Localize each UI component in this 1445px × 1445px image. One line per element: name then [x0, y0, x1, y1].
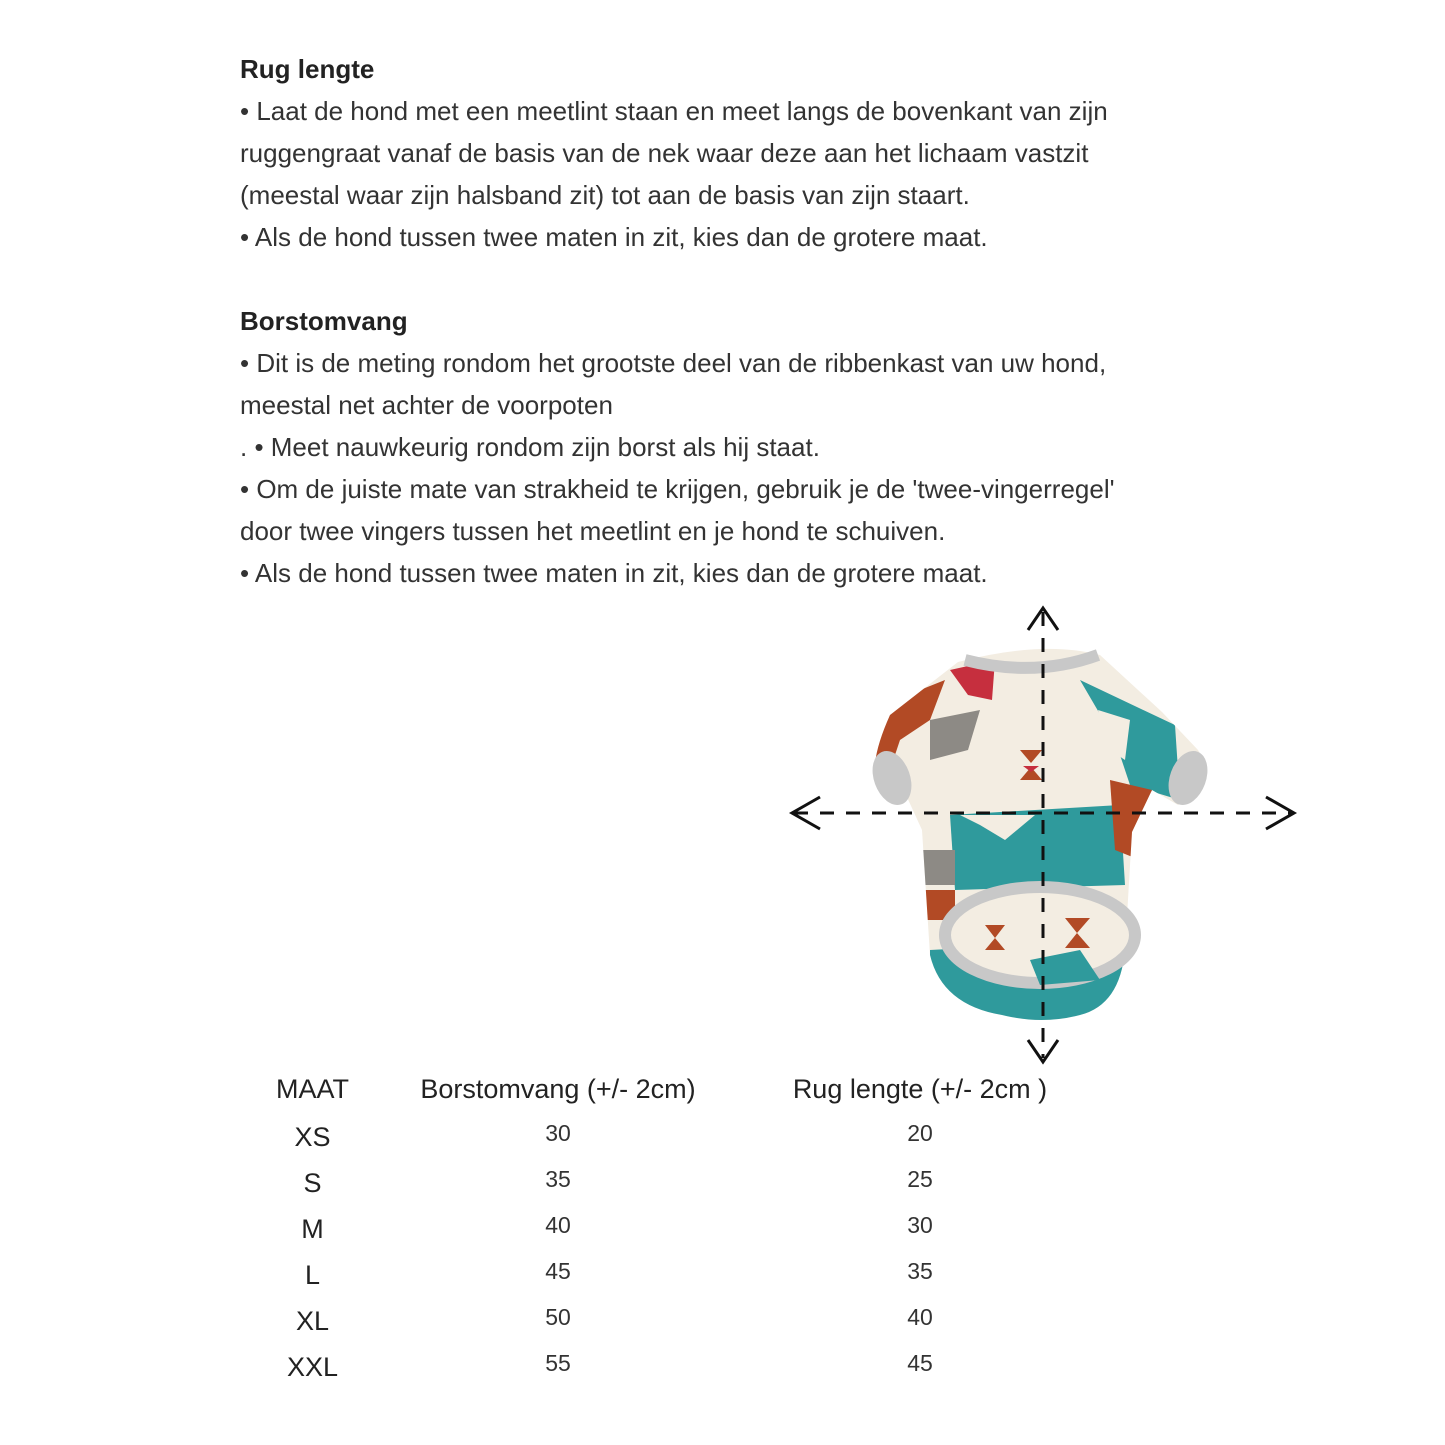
back-cell: 25 — [907, 1166, 933, 1192]
size-cell: XS — [294, 1122, 331, 1152]
header-size: MAAT — [276, 1074, 349, 1104]
table-row — [240, 1302, 1120, 1348]
instruction-line: • Om de juiste mate van strakheid te krijgen, gebruik je de 'twee-vingerregel' — [240, 474, 1115, 504]
table-row — [240, 1118, 1120, 1164]
dog-sweater-measurement-illustration — [780, 600, 1310, 1070]
table-row — [240, 1348, 1120, 1394]
back-cell: 45 — [907, 1350, 933, 1376]
table-header-row — [240, 1072, 1120, 1118]
instruction-line: . • Meet nauwkeurig rondom zijn borst als hij staat. — [240, 432, 820, 462]
instruction-line: • Laat de hond met een meetlint staan en meet langs de bovenkant van zijn — [240, 96, 1108, 126]
table-row — [240, 1164, 1120, 1210]
instruction-line: (meestal waar zijn halsband zit) tot aan de basis van zijn staart. — [240, 180, 970, 210]
header-chest-girth: Borstomvang (+/- 2cm) — [420, 1074, 696, 1104]
arrow-down-icon — [1028, 1040, 1058, 1062]
instruction-line: • Als de hond tussen twee maten in zit, kies dan de grotere maat. — [240, 222, 988, 252]
size-cell: XXL — [286, 1352, 339, 1382]
chest-cell: 30 — [545, 1120, 571, 1146]
table-row — [240, 1256, 1120, 1302]
chest-cell: 55 — [545, 1350, 571, 1376]
chest-cell: 40 — [545, 1212, 571, 1238]
section-heading: Borstomvang — [240, 306, 408, 336]
instruction-line: meestal net achter de voorpoten — [240, 390, 613, 420]
size-table — [240, 1072, 1120, 1394]
chest-cell: 35 — [545, 1166, 571, 1192]
size-cell: M — [301, 1214, 324, 1244]
section-heading: Rug lengte — [240, 54, 375, 84]
instruction-line: • Als de hond tussen twee maten in zit, kies dan de grotere maat. — [240, 558, 988, 588]
instruction-line: ruggengraat vanaf de basis van de nek waar deze aan het lichaam vastzit — [240, 138, 1089, 168]
chest-girth-section — [240, 300, 1270, 594]
back-cell: 20 — [907, 1120, 933, 1146]
back-cell: 35 — [907, 1258, 933, 1284]
chest-cell: 50 — [545, 1304, 571, 1330]
table-row — [240, 1210, 1120, 1256]
instruction-line: door twee vingers tussen het meetlint en je hond te schuiven. — [240, 516, 946, 546]
chest-cell: 45 — [545, 1258, 571, 1284]
back-length-section — [240, 48, 1270, 258]
back-cell: 30 — [907, 1212, 933, 1238]
size-cell: XL — [295, 1306, 330, 1336]
header-back-length: Rug lengte (+/- 2cm ) — [792, 1074, 1048, 1104]
back-cell: 40 — [907, 1304, 933, 1330]
instruction-line: • Dit is de meting rondom het grootste deel van de ribbenkast van uw hond, — [240, 348, 1107, 378]
size-cell: S — [303, 1168, 322, 1198]
dog-sweater-image — [780, 600, 1310, 1070]
size-cell: L — [304, 1260, 321, 1290]
